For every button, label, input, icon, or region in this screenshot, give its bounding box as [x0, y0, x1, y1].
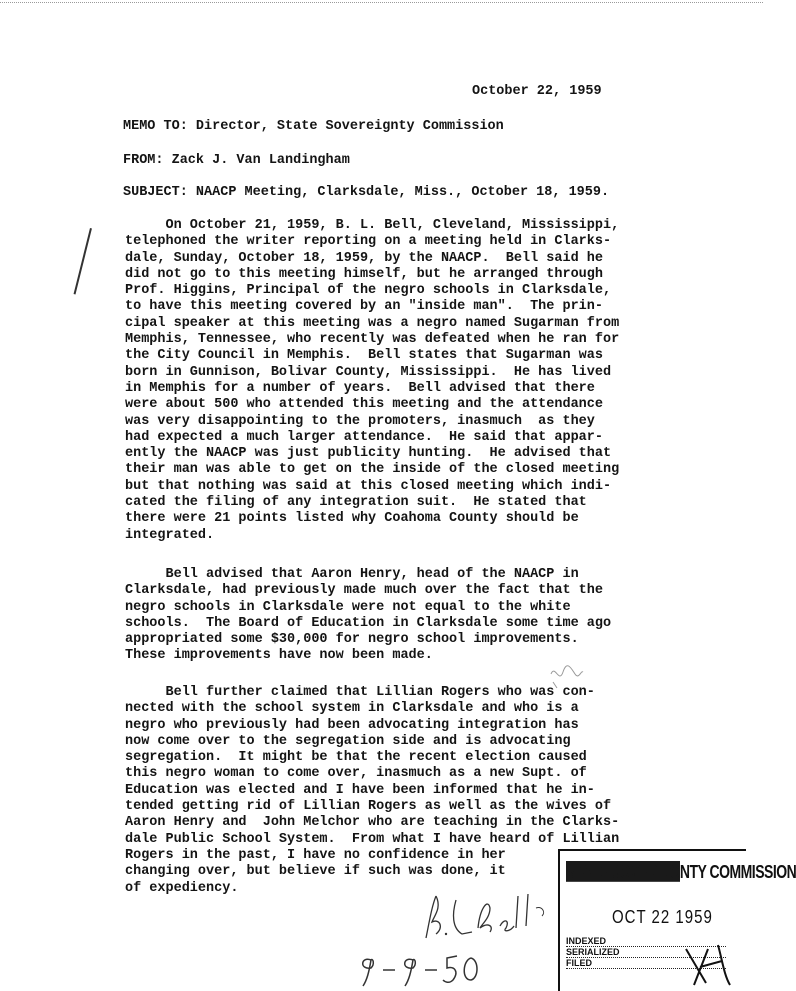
stamp-filed-row: FILED — [566, 958, 726, 969]
memo-subject-line: SUBJECT: NAACP Meeting, Clarksdale, Miss., October 18, 1959. — [123, 185, 610, 200]
text-line: dale Public School System. From what I have heard of Lillian — [125, 831, 620, 847]
stamp-header: STATE SOVEREIGNTY COMMISSION — [566, 861, 796, 882]
paragraph-1 — [125, 218, 685, 544]
text-line: Bell advised that Aaron Henry, head of the NAACP in — [125, 567, 579, 582]
text-line: there were 21 points listed why Coahoma County should be — [125, 511, 579, 527]
stamp-date: OCT 22 1959 — [612, 907, 713, 928]
text-line: Memphis, Tennessee, who recently was defeated when he ran for — [125, 332, 620, 348]
text-line: Bell further claimed that Lillian Rogers who was con- — [125, 685, 595, 700]
handwritten-file-date — [355, 950, 495, 990]
text-line: the City Council in Memphis. Bell states that Sugarman was — [125, 348, 603, 364]
text-line: their man was able to get on the inside of the closed meeting — [125, 462, 620, 478]
text-line: to have this meeting covered by an "inside man". The prin- — [125, 299, 603, 315]
text-line: negro who previously had been advocating integration has — [125, 717, 579, 733]
text-line: this negro woman to come over, inasmuch as a new Supt. of — [125, 766, 587, 782]
stamp-serialized-row: SERIALIZED — [566, 947, 726, 958]
text-line: of expediency. — [125, 880, 239, 896]
handwritten-signature — [418, 888, 558, 948]
stamp-indexed-row: INDEXED — [566, 936, 726, 947]
memo-date: October 22, 1959 — [472, 84, 602, 99]
page-top-edge — [0, 2, 763, 3]
text-line: Prof. Higgins, Principal of the negro schools in Clarksdale, — [125, 283, 612, 299]
text-line: schools. The Board of Education in Clarksdale some time ago — [125, 615, 612, 631]
text-line: changing over, but believe if such was done, it — [125, 864, 506, 880]
text-line: now come over to the segregation side and is advocating — [125, 733, 571, 749]
text-line: cipal speaker at this meeting was a negro named Sugarman from — [125, 315, 620, 331]
memo-to-line: MEMO TO: Director, State Sovereignty Commission — [123, 119, 504, 134]
text-line: nected with the school system in Clarksdale and who is a — [125, 701, 579, 717]
text-line: appropriated some $30,000 for negro school improvements. — [125, 632, 579, 648]
margin-pen-mark — [74, 228, 92, 294]
memo-from-line: FROM: Zack J. Van Landingham — [123, 153, 350, 168]
text-line: in Memphis for a number of years. Bell advised that there — [125, 380, 595, 396]
text-line: did not go to this meeting himself, but he arranged through — [125, 266, 603, 282]
text-line: was very disappointing to the promoters, inasmuch as they — [125, 413, 595, 429]
text-line: telephoned the writer reporting on a meeting held in Clarks- — [125, 234, 612, 250]
text-line: negro schools in Clarksdale were not equal to the white — [125, 599, 571, 615]
text-line: Rogers in the past, I have no confidence in her — [125, 847, 506, 863]
received-stamp — [558, 849, 796, 991]
pencil-annotation — [545, 660, 585, 690]
text-line: Education was elected and I have been informed that he in- — [125, 782, 595, 798]
text-line: dale, Sunday, October 18, 1959, by the NAACP. Bell said he — [125, 250, 603, 266]
text-line: born in Gunnison, Bolivar County, Mississippi. He has lived — [125, 364, 612, 380]
text-line: were about 500 who attended this meeting and the attendance — [125, 397, 603, 413]
text-line: had expected a much larger attendance. He said that appar- — [125, 429, 603, 445]
stamp-header-text: COMMISSION — [709, 861, 796, 882]
text-line: On October 21, 1959, B. L. Bell, Cleveland, Mississippi, — [125, 218, 620, 233]
text-line: tended getting rid of Lillian Rogers as well as the wives of — [125, 799, 612, 815]
text-line: These improvements have now been made. — [125, 648, 433, 664]
text-line: Clarksdale, had previously made much over the fact that the — [125, 583, 603, 599]
stamp-initials-handwriting — [678, 939, 738, 989]
paragraph-2 — [125, 567, 685, 665]
text-line: ently the NAACP was just publicity hunting. He advised that — [125, 446, 612, 462]
text-line: Aaron Henry and John Melchor who are teaching in the Clarks- — [125, 815, 620, 831]
text-line: but that nothing was said at this closed meeting which indi- — [125, 478, 612, 494]
text-line: integrated. — [125, 527, 215, 543]
text-line: segregation. It might be that the recent election caused — [125, 750, 587, 766]
text-line: cated the filing of any integration suit. He stated that — [125, 495, 587, 511]
